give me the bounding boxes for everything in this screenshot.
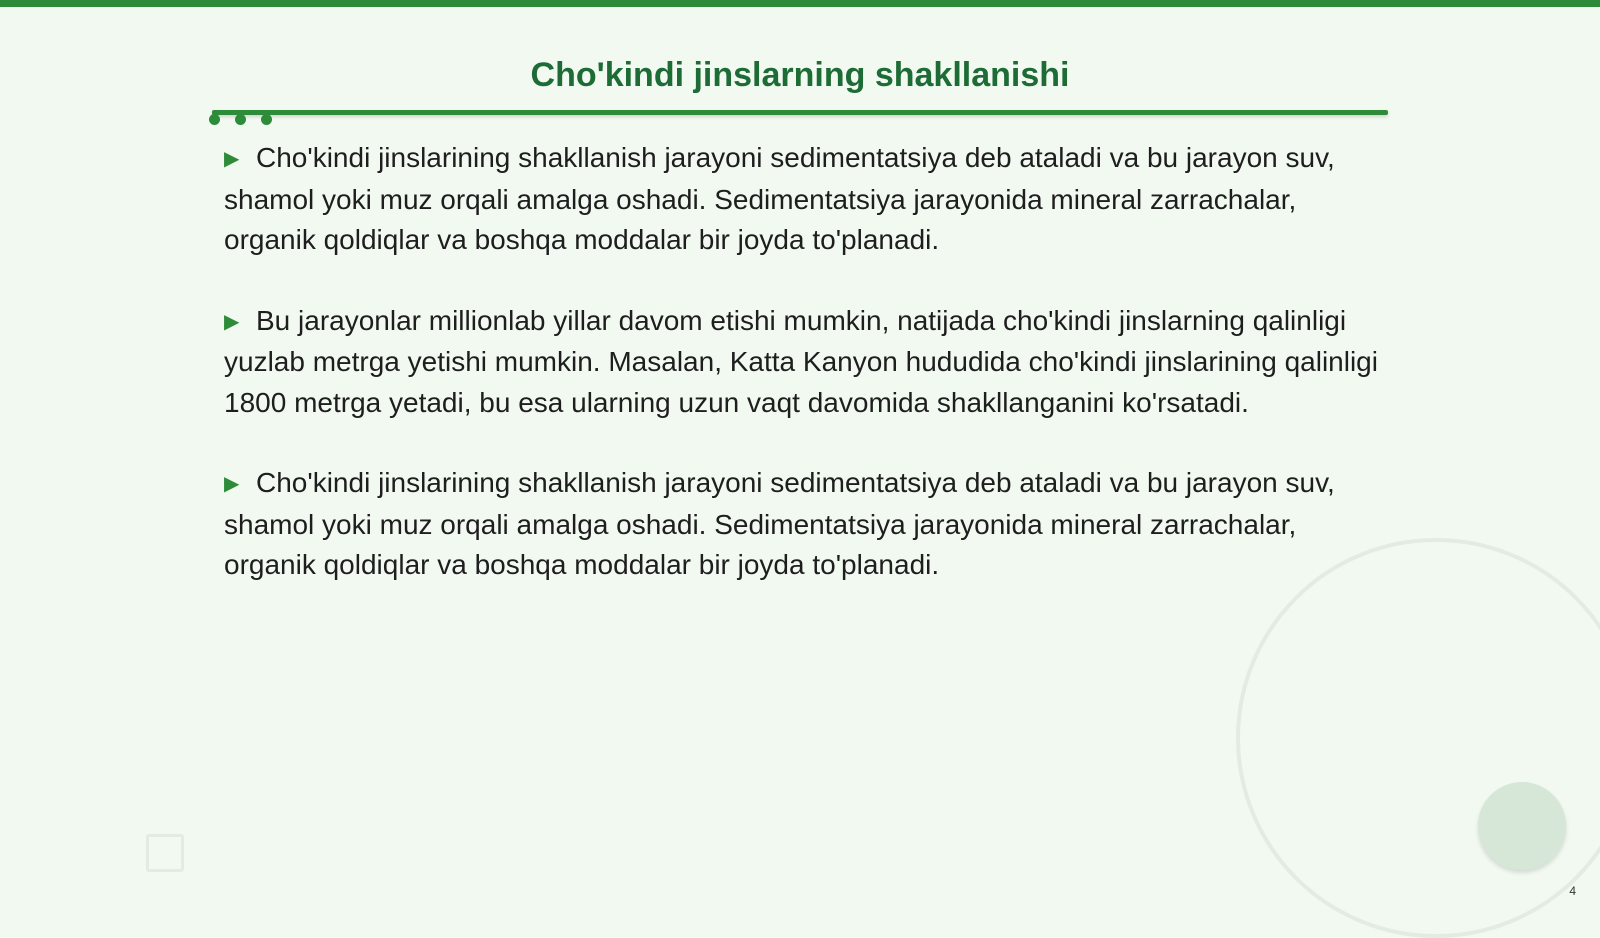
triangle-right-icon: ▶	[224, 310, 240, 333]
title-underline	[212, 110, 1388, 115]
bullet-item	[224, 301, 1384, 424]
page-number: 4	[1569, 884, 1576, 898]
decorative-disc	[1478, 782, 1566, 870]
bullet-text: Cho'kindi jinslarining shakllanish jarayoni sedimentatsiya deb ataladi va bu jarayon suv, shamol yoki muz orqali amalga oshadi. Sedimentatsiya jarayonida mineral zarrachalar, organik qoldiqlar va boshqa moddalar bir joyda to'planadi.	[224, 142, 1335, 255]
bullet-list	[224, 138, 1384, 626]
bullet-text: Bu jarayonlar millionlab yillar davom etishi mumkin, natijada cho'kindi jinslarning qalinligi yuzlab metrga yetishi mumkin. Masalan, Katta Kanyon hududida cho'kindi jinslarining qalinligi 1800 metrga yetadi, bu esa ularning uzun vaqt davomida shakllanganini ko'rsatadi.	[224, 304, 1378, 418]
bullet-item	[224, 138, 1384, 261]
top-accent-bar	[0, 0, 1600, 7]
slide-title: Cho'kindi jinslarning shakllanishi	[530, 56, 1070, 94]
bullet-text: Cho'kindi jinslarining shakllanish jarayoni sedimentatsiya deb ataladi va bu jarayon suv, shamol yoki muz orqali amalga oshadi. Sedimentatsiya jarayonida mineral zarrachalar, organik qoldiqlar va boshqa moddalar bir joyda to'planadi.	[224, 467, 1335, 580]
triangle-right-icon: ▶	[224, 473, 240, 495]
bullet-item	[224, 463, 1384, 586]
triangle-right-icon: ▶	[224, 148, 240, 170]
dot-ornament	[209, 114, 220, 125]
dot-ornament	[261, 114, 272, 125]
decorative-square	[146, 834, 184, 872]
dot-ornament	[235, 114, 246, 125]
